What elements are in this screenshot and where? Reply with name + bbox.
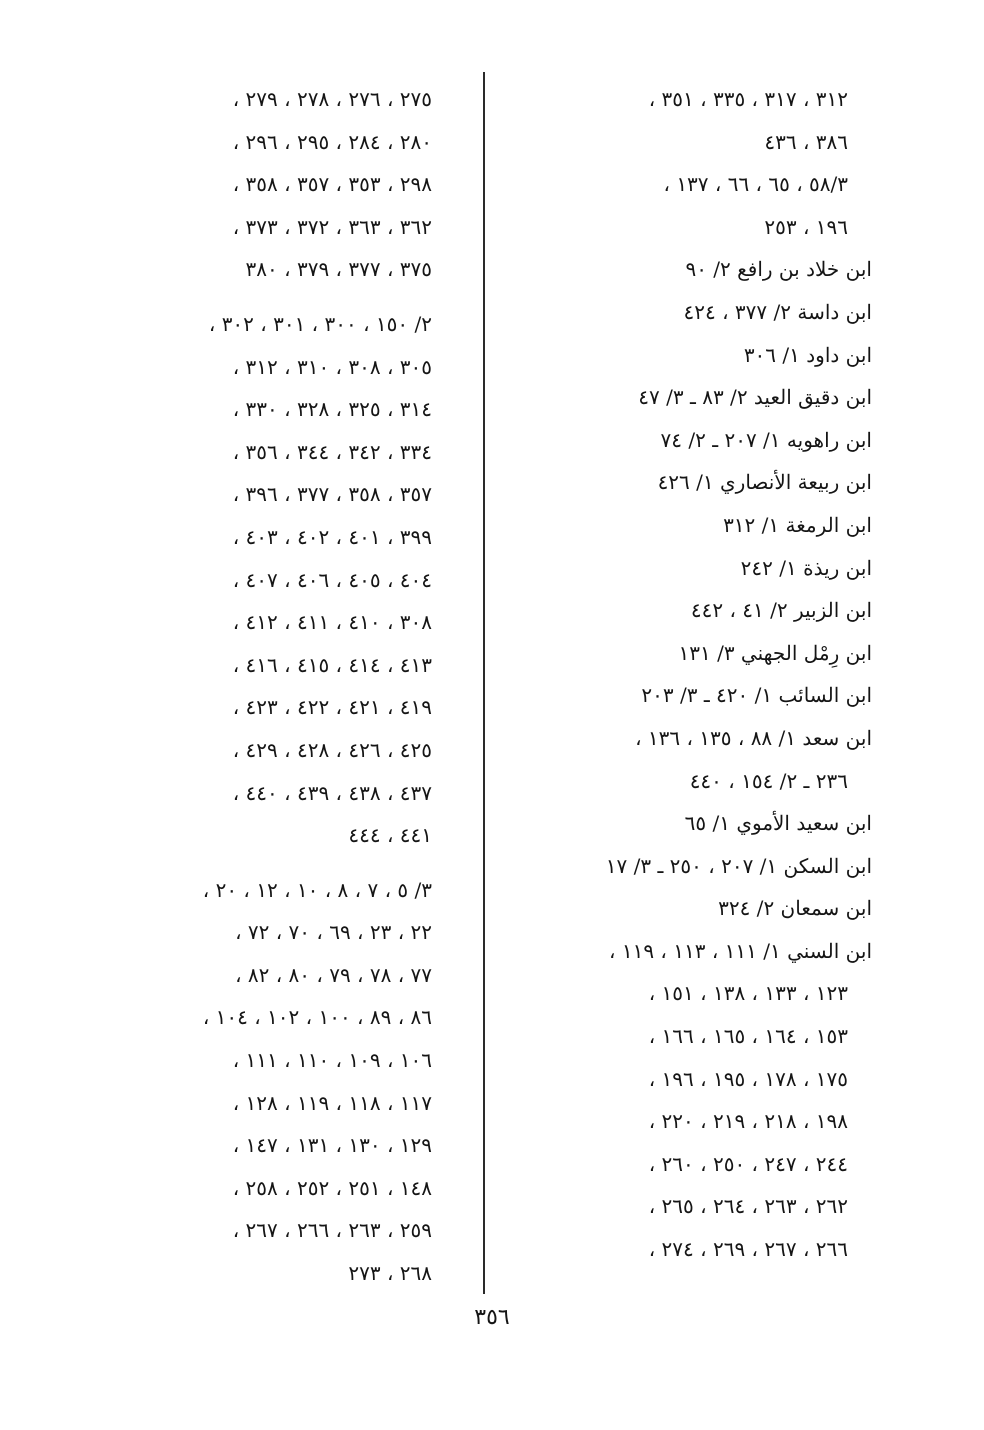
index-line: ٣/ ٥ ، ٧ ، ٨ ، ١٠ ، ١٢ ، ٢٠ ، (202, 877, 432, 902)
index-line: ابن داود ١/ ٣٠٦ (743, 342, 872, 367)
index-line: ١٢٩ ، ١٣٠ ، ١٣١ ، ١٤٧ ، (232, 1133, 432, 1158)
index-line: ٣٨٦ ، ٤٣٦ (764, 129, 848, 154)
index-line: ٤١٣ ، ٤١٤ ، ٤١٥ ، ٤١٦ ، (232, 652, 432, 677)
index-line: ابن سمعان ٢/ ٣٢٤ (718, 896, 872, 921)
index-line: ابن داسة ٢/ ٣٧٧ ، ٤٢٤ (683, 299, 872, 324)
index-line: ابن الزبير ٢/ ٤١ ، ٤٤٢ (690, 598, 872, 623)
entry-gap (82, 291, 432, 303)
index-line: ٤٠٤ ، ٤٠٥ ، ٤٠٦ ، ٤٠٧ ، (232, 567, 432, 592)
index-line: ٢٦٦ ، ٢٦٧ ، ٢٦٩ ، ٢٧٤ ، (648, 1237, 848, 1262)
column-divider (483, 72, 485, 1294)
index-line: ١٩٦ ، ٢٥٣ (764, 214, 848, 239)
index-line: ١٧٥ ، ١٧٨ ، ١٩٥ ، ١٩٦ ، (648, 1066, 848, 1091)
page-number: ٣٥٦ (474, 1305, 510, 1330)
index-line: ٤٢٥ ، ٤٢٦ ، ٤٢٨ ، ٤٢٩ ، (232, 737, 432, 762)
index-line: ٢٢ ، ٢٣ ، ٦٩ ، ٧٠ ، ٧٢ ، (235, 920, 432, 945)
index-line: ٣٦٢ ، ٣٦٣ ، ٣٧٢ ، ٣٧٣ ، (232, 214, 432, 239)
index-line: ابن سعيد الأموي ١/ ٦٥ (684, 811, 872, 836)
index-line: ١٩٨ ، ٢١٨ ، ٢١٩ ، ٢٢٠ ، (648, 1109, 848, 1134)
index-line: ١١٧ ، ١١٨ ، ١١٩ ، ١٢٨ ، (232, 1090, 432, 1115)
index-line: ٣١٤ ، ٣٢٥ ، ٣٢٨ ، ٣٣٠ ، (232, 397, 432, 422)
index-line: ٣٠٨ ، ٤١٠ ، ٤١١ ، ٤١٢ ، (232, 610, 432, 635)
index-line: ٢٣٦ ـ ٢/ ١٥٤ ، ٤٤٠ (689, 768, 848, 793)
index-line: ابن السائب ١/ ٤٢٠ ـ ٣/ ٢٠٣ (641, 683, 872, 708)
index-line: ٧٧ ، ٧٨ ، ٧٩ ، ٨٠ ، ٨٢ ، (235, 962, 432, 987)
index-line: ١٢٣ ، ١٣٣ ، ١٣٨ ، ١٥١ ، (648, 981, 848, 1006)
index-line: ٢/ ١٥٠ ، ٣٠٠ ، ٣٠١ ، ٣٠٢ ، (208, 311, 432, 336)
index-line: ٨٦ ، ٨٩ ، ١٠٠ ، ١٠٢ ، ١٠٤ ، (202, 1005, 432, 1030)
index-line: ٣٥٧ ، ٣٥٨ ، ٣٧٧ ، ٣٩٦ ، (232, 482, 432, 507)
entry-gap (82, 857, 432, 869)
index-line: ٤١٩ ، ٤٢١ ، ٤٢٢ ، ٤٢٣ ، (232, 695, 432, 720)
index-line: ٤٣٧ ، ٤٣٨ ، ٤٣٩ ، ٤٤٠ ، (232, 780, 432, 805)
index-column-left (82, 78, 432, 1295)
index-line: ابن راهويه ١/ ٢٠٧ ـ ٢/ ٧٤ (660, 427, 872, 452)
index-line: ٢٤٤ ، ٢٤٧ ، ٢٥٠ ، ٢٦٠ ، (648, 1151, 848, 1176)
index-line: ابن سعد ١/ ٨٨ ، ١٣٥ ، ١٣٦ ، (635, 725, 872, 750)
index-line: ٢٩٨ ، ٣٥٣ ، ٣٥٧ ، ٣٥٨ ، (232, 172, 432, 197)
index-line: ١٥٣ ، ١٦٤ ، ١٦٥ ، ١٦٦ ، (648, 1024, 848, 1049)
index-line: ٤٤١ ، ٤٤٤ (348, 823, 432, 848)
index-line: ابن السكن ١/ ٢٠٧ ، ٢٥٠ ـ ٣/ ١٧ (605, 853, 872, 878)
index-line: ابن دقيق العيد ٢/ ٨٣ ـ ٣/ ٤٧ (638, 385, 872, 410)
index-line: ابن السني ١/ ١١١ ، ١١٣ ، ١١٩ ، (609, 938, 872, 963)
index-line: ابن ريذة ١/ ٢٤٢ (740, 555, 872, 580)
index-column-right (512, 78, 872, 1271)
index-line: ابن خلاد بن رافع ٢/ ٩٠ (685, 257, 872, 282)
index-line: ٢٥٩ ، ٢٦٣ ، ٢٦٦ ، ٢٦٧ ، (232, 1218, 432, 1243)
index-line: ٢٧٥ ، ٢٧٦ ، ٢٧٨ ، ٢٧٩ ، (232, 87, 432, 111)
index-line: ٣١٢ ، ٣١٧ ، ٣٣٥ ، ٣٥١ ، (648, 87, 848, 111)
index-line: ابن الرمغة ١/ ٣١٢ (723, 512, 872, 537)
index-line: ١٤٨ ، ٢٥١ ، ٢٥٢ ، ٢٥٨ ، (232, 1175, 432, 1200)
index-line: ٥٨/٣ ، ٦٥ ، ٦٦ ، ١٣٧ ، (663, 172, 848, 197)
index-line: ٣٧٥ ، ٣٧٧ ، ٣٧٩ ، ٣٨٠ (245, 257, 432, 282)
index-line: ٢٦٢ ، ٢٦٣ ، ٢٦٤ ، ٢٦٥ ، (648, 1194, 848, 1219)
index-line: ٢٨٠ ، ٢٨٤ ، ٢٩٥ ، ٢٩٦ ، (232, 129, 432, 154)
index-line: ٣٠٥ ، ٣٠٨ ، ٣١٠ ، ٣١٢ ، (232, 354, 432, 379)
index-line: ٣٣٤ ، ٣٤٢ ، ٣٤٤ ، ٣٥٦ ، (232, 439, 432, 464)
index-line: ابن رِمْل الجهني ٣/ ١٣١ (678, 640, 872, 665)
index-line: ١٠٦ ، ١٠٩ ، ١١٠ ، ١١١ ، (232, 1048, 432, 1073)
index-line: ابن ربيعة الأنصاري ١/ ٤٢٦ (657, 470, 872, 495)
index-line: ٢٦٨ ، ٢٧٣ (348, 1261, 432, 1286)
index-line: ٣٩٩ ، ٤٠١ ، ٤٠٢ ، ٤٠٣ ، (232, 524, 432, 549)
